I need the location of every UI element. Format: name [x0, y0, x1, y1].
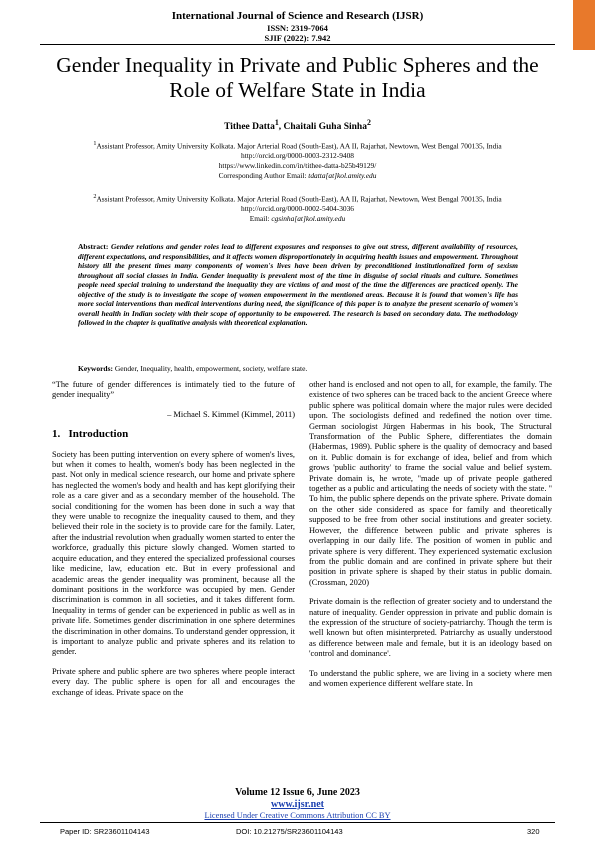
section-title: Introduction [68, 428, 129, 441]
abstract-label: Abstract: [78, 242, 111, 251]
abstract-text: Gender relations and gender roles lead to different exposures and responses to give out stress, different availability of resources, different expectations, and responsibilities, and it affects women disproportionately in acquiring health issues and empowerment. Throughout history till the present times many components of women's lives have been driven by preconditioned institutionalized form of sexism throughout all social classes in India. Gender inequality is prevalent most of the time in disguise of social rituals and culture. Sometimes people need special training to understand the inequality they are victims of and most of the time the differences are practiced openly. The objective of the study is to investigate the scope of women empowerment in the mentioned areas. Because it is found that women's life has more social interventions than medical interventions during need, the significance of this paper is to analyze the present scenario of women's overall health in Indian society with their scope of opportunity to be empowered. The research is based on secondary data. The methodology followed in the chapter is qualitative analysis with theoretical explanation. [78, 242, 518, 327]
footer-volume: Volume 12 Issue 6, June 2023 [235, 787, 360, 798]
affiliation-1-address: Assistant Professor, Amity University Kolkata. Major Arterial Road (South-East), AA II, Rajarhat, Newtown, West Bengal 700135, India [96, 141, 502, 151]
body-paragraph: To understand the public sphere, we are living in a society where men and women experience different welfare state. In [309, 668, 552, 688]
affiliation-2-orcid[interactable]: http://orcid.org/0000-0002-5404-3036 [241, 204, 354, 214]
author-1: Tithee Datta [224, 122, 275, 133]
affiliation-1-email-label: Corresponding Author Email: [218, 171, 309, 181]
journal-name: International Journal of Science and Research (IJSR) [171, 10, 424, 22]
keywords-text: Gender, Inequality, health, empowerment, society, welfare state. [114, 364, 308, 373]
footer-doi: DOI: 10.21275/SR23601104143 [236, 827, 343, 836]
footer-paper-id: Paper ID: SR23601104143 [60, 827, 150, 836]
author-separator: , [278, 122, 284, 133]
keywords-label: Keywords: [78, 364, 115, 373]
author-2: Chaitali Guha Sinha [283, 122, 367, 133]
epigraph-quote: “The future of gender differences is intimately tied to the future of gender inequality” [52, 380, 295, 400]
left-column [52, 380, 295, 707]
affiliation-2-sup: 2 [93, 194, 97, 200]
affiliation-1-orcid[interactable]: http://orcid.org/0000-0003-2312-9408 [241, 151, 354, 161]
author-2-sup: 2 [366, 118, 371, 127]
keywords [78, 364, 518, 373]
page-number: 320 [527, 827, 540, 836]
paper-title: Gender Inequality in Private and Public Spheres and the Role of Welfare State in India [56, 53, 539, 102]
body-paragraph: Private domain is the reflection of greater society and to understand the nature of inequality. Gender oppression in private and public domain is the expression of the structure of society-patriarchy. Though the term is well known but often misinterpreted. Patriarchy as usually understood as difference between male and female, but it is an ideology based on 'control and dominance'. [309, 597, 552, 659]
affiliation-1 [40, 139, 555, 181]
author-1-sup: 1 [274, 118, 279, 127]
body-paragraph: other hand is enclosed and not open to all, for example, the family. The existence of two spheres can be traced back to the ancient Greece where public sphere was political domain where the major rules were decided upon. The sociologists defined and redefined the notion over time. German sociologist Jürgen Habermas in his book, The Structural Transformation of the Public Sphere, differentiates the domain (Habermas, 1989). Public sphere is the quality of democracy and based on it. Public domain is for exchange of idea, belief and from which grows 'public authority' to frame the social value and belief system. Private domain is, he wrote, "made up of private people gathered together as a public and articulating the needs of society with the state. " To him, the public sphere depends on the private sphere. Private domain on the other side considered as space for family and theoretically supposed to be free from other social institutions and greater society. However, the difference between public and private spheres is overlapping in our daily life. The position of women in public and private sphere is very different. They experienced systematic exclusion from the public domain and are confined in private sphere but their position in private sphere is shaped by their status in public domain. (Crossman, 2020) [309, 380, 552, 587]
right-column [309, 380, 552, 698]
affiliation-1-linkedin[interactable]: https://www.linkedin.com/in/tithee-datta-b25b49129/ [218, 161, 377, 171]
journal-issn: ISSN: 2319-7064 [267, 23, 328, 33]
abstract [78, 242, 518, 328]
affiliation-2-email[interactable]: cgsinha[at]kol.amity.edu [271, 214, 346, 224]
journal-sjif: SJIF (2022): 7.942 [264, 33, 331, 43]
affiliation-1-email[interactable]: tdatta[at]kol.amity.edu [308, 171, 377, 181]
section-number: 1. [52, 428, 61, 441]
footer-divider [40, 822, 555, 823]
header-divider [40, 44, 555, 45]
footer-journal-link[interactable]: www.ijsr.net [271, 799, 324, 810]
affiliation-2-address: Assistant Professor, Amity University Kolkata. Major Arterial Road (South-East), AA II, Rajarhat, Newtown, West Bengal 700135, India [96, 194, 502, 204]
affiliation-2 [40, 192, 555, 224]
footer-license-link[interactable]: Licensed Under Creative Commons Attribution CC BY [204, 811, 391, 820]
author-list [0, 118, 595, 132]
section-heading [52, 429, 295, 439]
body-paragraph: Private sphere and public sphere are two spheres where people interact every day. The public sphere is open for all and encourages the exchange of ideas. Private space on the [52, 666, 295, 697]
affiliation-2-email-label: Email: [249, 214, 272, 224]
epigraph-attribution: – Michael S. Kimmel (Kimmel, 2011) [167, 409, 295, 419]
affiliation-1-sup: 1 [93, 141, 97, 147]
body-paragraph: Society has been putting intervention on every sphere of women's lives, but when it comes to health, women's body has been neglected in the past. Not only in medical science research, our home and private sphere has neglected the women's body and health and has kept glorifying their role as a care giver and as a secondary member of the household. The social conditioning for the women has been done in such a way that they were unable to recognize the inequality caused to them, and they believed their role in the society is to provide care for the family. Later, after the industrial revolution when gradually women started to enter the workforce, gradually this picture slowly changed. Women started to acquire education, and they entered the specialized professional courses like medicine, law, education etc. But in every professional and academic areas the gender inequality was prominent, because all the dominant positions in the workforce was occupied by men. Gender discrimination is common in all societies, and it takes different form. Inequality in terms of gender can be experienced in public as well as in private life. Sometimes gender discrimination in one sphere determines the discrimination in other domains. To understand gender oppression, it is important to analyze public and private spheres and its relation to gender. [52, 449, 295, 657]
